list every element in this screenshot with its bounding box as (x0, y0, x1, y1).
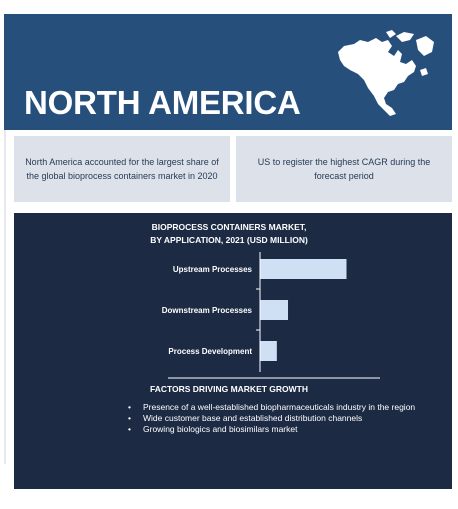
chart-title: BIOPROCESS CONTAINERS MARKET, (151, 222, 307, 232)
bar-upstream-processes (261, 259, 347, 279)
bullet-icon: • (128, 413, 131, 423)
factor-item (128, 402, 415, 413)
factor-text: Wide customer base and established distribution channels (143, 413, 363, 423)
callout-largest-share: North America accounted for the largest share of the global bioprocess containers market in 2020 (14, 136, 230, 202)
factor-text: Growing biologics and biosimilars market (143, 424, 298, 434)
factor-item (128, 424, 415, 435)
category-label: Upstream Processes (172, 265, 252, 274)
factor-text: Presence of a well-established biopharmaceuticals industry in the region (143, 402, 416, 412)
factors-title: FACTORS DRIVING MARKET GROWTH (149, 384, 309, 394)
chart-subtitle: BY APPLICATION, 2021 (USD MILLION) (150, 235, 308, 245)
bullet-icon: • (128, 402, 131, 412)
callout-highest-cagr: US to register the highest CAGR during the forecast period (236, 136, 452, 202)
bar-downstream-processes (261, 300, 289, 320)
category-label: Process Development (168, 347, 252, 356)
bullet-icon: • (128, 424, 131, 434)
category-label: Downstream Processes (161, 306, 252, 315)
factor-item (128, 413, 415, 424)
page-title: NORTH AMERICA (24, 84, 301, 121)
factors-list (128, 402, 415, 435)
bar-process-development (261, 341, 277, 361)
